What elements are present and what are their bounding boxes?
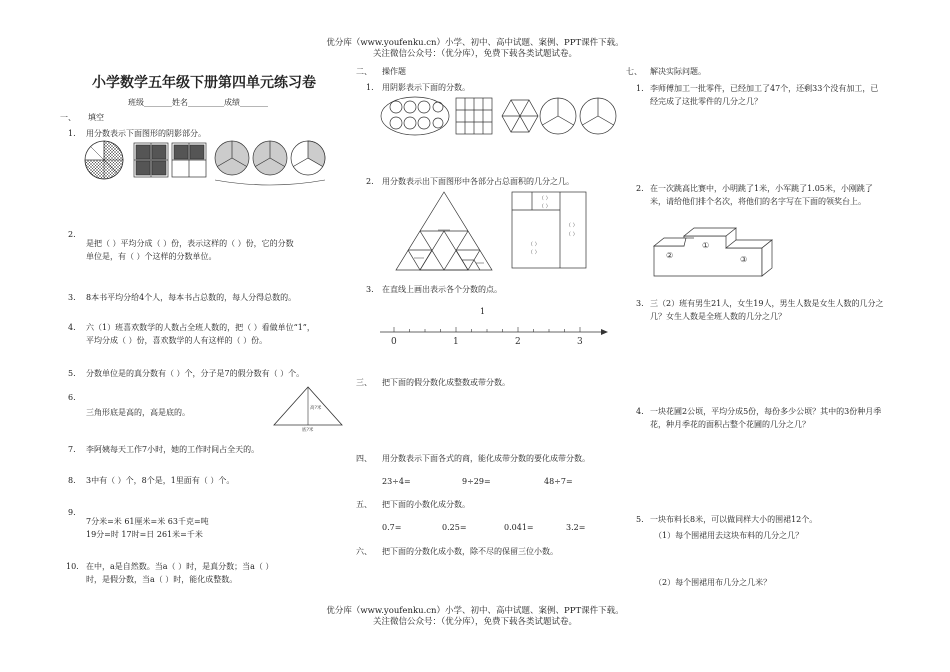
q3-num: 3. (68, 293, 76, 302)
s7-q4-line1: 一块花圃2公顷，平均分成5份，每份多少公顷？其中的3份种月季 (650, 407, 882, 416)
s2-q3-top-label: 1 (480, 307, 486, 316)
header-line-1: 优分库（www.youfenku.cn）小学、初中、高中试题、案例、PPT课件下载。 (326, 38, 624, 48)
s7-q1-num: 1. (636, 84, 644, 93)
s2-q2-text: 用分数表示出下面图形中各部分占总面积的几分之几。 (382, 177, 574, 186)
number-line-label: 2 (515, 337, 521, 347)
q4-num: 4. (68, 323, 76, 332)
q8-text: 3中有（ ）个，8个是，1里面有（ ）个。 (86, 476, 235, 485)
podium-first: ① (702, 241, 710, 250)
s7-q3-num: 3. (636, 299, 644, 308)
section5-num: 五、 (356, 500, 372, 509)
section5-text: 把下面的小数化成分数。 (382, 500, 470, 509)
q6-text: 三角形底是高的，高是底的。 (86, 408, 190, 417)
s7-q3-line1: 三（2）班有男生21人，女生19人，男生人数是女生人数的几分之 (650, 299, 884, 308)
footer-line-2: 关注微信公众号：（优分库），免费下载各类试题试卷。 (372, 617, 577, 627)
s7-q2-line1: 在一次跳高比赛中，小明跳了1米，小军跳了1.05米，小刚跳了 (650, 184, 873, 193)
s4-item-2: 9÷29= (462, 477, 491, 486)
s2-q2-paren-2: （ ） (539, 204, 551, 210)
s5-item-2: 0.25= (442, 523, 467, 532)
s5-item-3: 0.041= (504, 523, 534, 532)
q5-text: 分数单位是的真分数有（ ）个，分子是7的假分数有（ ）个。 (86, 369, 305, 378)
s7-q4-num: 4. (636, 407, 644, 416)
s2-q1-figures (380, 96, 620, 138)
s2-q2-num: 2. (366, 177, 374, 186)
section1-num: 一、 (60, 113, 76, 122)
s2-q1-text: 用阴影表示下面的分数。 (382, 83, 470, 92)
s2-q3-num: 3. (366, 285, 374, 294)
q2-num: 2. (68, 230, 76, 239)
header-line-2: 关注微信公众号：（优分库），免费下载各类试题试卷。 (372, 49, 577, 59)
q1-num: 1. (68, 129, 76, 138)
s2-q1-num: 1. (366, 83, 374, 92)
s5-item-1: 0.7= (382, 523, 402, 532)
number-line-label: 0 (391, 337, 397, 347)
q9-num: 9. (68, 508, 76, 517)
q6-triangle-figure (272, 385, 344, 431)
s7-q5-sub2: （2）每个围裙用布几分之几米？ (654, 578, 772, 587)
section7-label: 解决实际问题。 (650, 67, 706, 76)
number-line-label: 1 (453, 337, 459, 347)
q7-text: 李阿姨每天工作7小时，她的工作时间占全天的。 (86, 445, 260, 454)
q10-line2: 时，是假分数，当a（ ）时，能化成整数。 (86, 575, 238, 584)
q1-text: 用分数表示下面图形的阴影部分。 (86, 129, 206, 138)
q4-line1: 六（1）班喜欢数学的人数占全班人数的，把（ ）看做单位“1”， (86, 323, 315, 332)
footer-line-1: 优分库（www.youfenku.cn）小学、初中、高中试题、案例、PPT课件下载。 (326, 606, 624, 616)
hatched-circle-figure (85, 141, 123, 179)
q6-height-label: 高?米 (310, 406, 322, 411)
s7-q3-line2: 几？女生人数是全班人数的几分之几？ (650, 312, 786, 321)
q9-line2: 19分=时 17时=日 261米=千米 (86, 530, 203, 539)
section4-text: 用分数表示下面各式的商，能化成带分数的要化成带分数。 (382, 454, 590, 463)
q2-line1: 是把（ ）平均分成（ ）份，表示这样的（ ）份，它的分数 (86, 239, 294, 248)
page-title: 小学数学五年级下册第四单元练习卷 (92, 75, 316, 91)
q8-num: 8. (68, 476, 76, 485)
s2-q2-paren-3: （ ） (566, 223, 578, 229)
podium-figure (650, 222, 786, 280)
q9-line1: 7分米=米 61厘米=米 63千克=吨 (86, 517, 209, 526)
s7-q2-num: 2. (636, 184, 644, 193)
s2-q2-paren-6: （ ） (528, 250, 540, 256)
q4-line2: 平均分成（ ）份，喜欢数学的人有这样的（ ）份。 (86, 336, 268, 345)
s2-q2-figures (394, 190, 594, 272)
section3-num: 三、 (356, 378, 372, 387)
s7-q2-line2: 米，请给他们排个名次，将他们的名字写在下面的领奖台上。 (650, 197, 866, 206)
q6-base-label: 底?米 (302, 428, 314, 433)
grid-squares-figure (134, 143, 206, 177)
s7-q5-num: 5. (636, 515, 644, 524)
q3-text: 8本书平均分给4个人，每本书占总数的，每人分得总数的。 (86, 293, 297, 302)
info-line: 班级_______姓名_________成绩_______ (128, 98, 268, 107)
section1-label: 填空 (88, 113, 104, 122)
section4-num: 四、 (356, 454, 372, 463)
q5-num: 5. (68, 369, 76, 378)
s7-q5-line1: 一块布料长8米，可以做同样大小的围裙12个。 (650, 515, 818, 524)
s7-q1-line1: 李师傅加工一批零件，已经加工了47个，还剩33个没有加工，已 (650, 84, 879, 93)
s2-number-line (378, 322, 614, 348)
section2-label: 操作题 (382, 67, 406, 76)
s7-q4-line2: 花，种月季花的面积占整个花圃的几分之几？ (650, 420, 810, 429)
s4-item-3: 48÷7= (544, 477, 573, 486)
s4-item-1: 23÷4= (382, 477, 411, 486)
q10-num: 10. (66, 562, 79, 571)
s7-q1-line2: 经完成了这批零件的几分之几？ (650, 97, 762, 106)
s7-q5-sub1: （1）每个围裙用去这块布料的几分之几？ (654, 531, 804, 540)
s2-q2-paren-5: （ ） (528, 242, 540, 248)
number-line-label: 3 (577, 337, 583, 347)
q7-num: 7. (68, 445, 76, 454)
q10-line1: 在中，a是自然数。当a（ ）时，是真分数；当a（ ） (86, 562, 274, 571)
q1-figures (82, 140, 332, 190)
s2-q2-paren-1: （ ） (539, 196, 551, 202)
podium-third: ③ (740, 255, 748, 264)
section6-text: 把下面的分数化成小数，除不尽的保留三位小数。 (382, 547, 558, 556)
s5-item-4: 3.2= (566, 523, 586, 532)
podium-second: ② (666, 251, 674, 260)
s2-q2-paren-4: （ ） (566, 232, 578, 238)
section3-text: 把下面的假分数化成整数或带分数。 (382, 378, 510, 387)
section2-num: 二、 (356, 67, 372, 76)
q6-num: 6. (68, 393, 76, 402)
q2-line2: 单位是，有（ ）个这样的分数单位。 (86, 252, 217, 261)
section6-num: 六、 (356, 547, 372, 556)
thirds-circles-figure (215, 141, 325, 185)
section7-num: 七、 (626, 67, 642, 76)
s2-q3-text: 在直线上画出表示各个分数的点。 (382, 285, 502, 294)
